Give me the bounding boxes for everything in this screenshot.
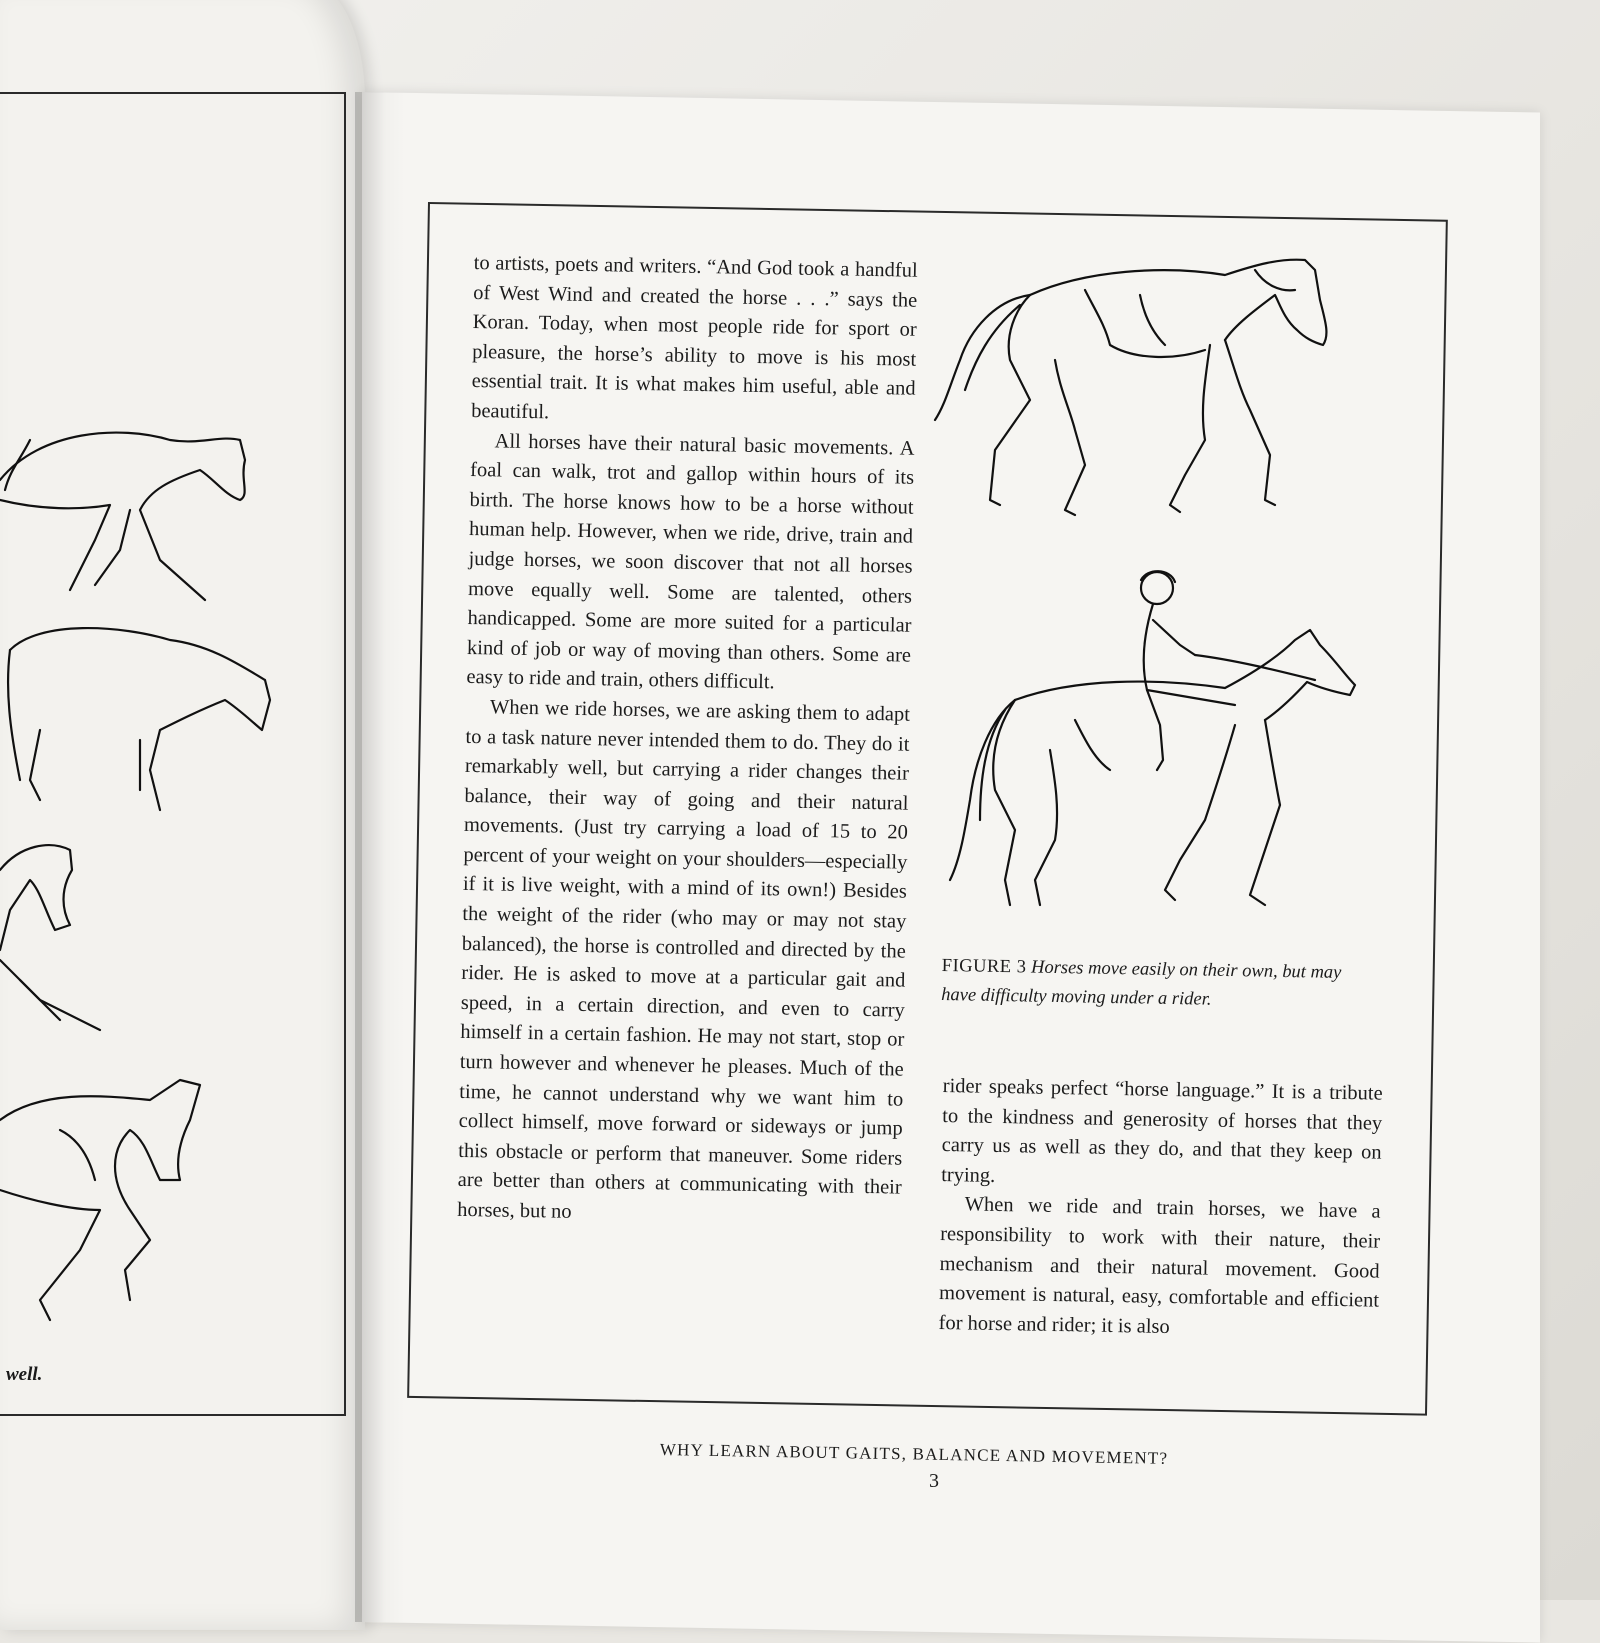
horse-with-rider-illustration bbox=[935, 560, 1385, 930]
text-column-right bbox=[938, 1072, 1383, 1346]
horse-illustration bbox=[935, 250, 1365, 530]
figure-caption-text: Horses move easily on their own, but may have difficulty moving under a rider. bbox=[941, 957, 1342, 1010]
page-number: 3 bbox=[929, 1470, 939, 1492]
figure-caption bbox=[941, 952, 1372, 1017]
paragraph: to artists, poets and writers. “And God took a handful of West Wind and created the horse . . .” says the Koran. Today, when most people ride for sport or pleasure, the horse’s ability to move is his most essential trait. It is what makes him useful, able and beautiful. bbox=[470, 251, 918, 424]
paragraph: When we ride horses, we are asking them to adapt to a task nature never intended them to do. They do it remarkably well, but carrying a rider changes their balance, their way of going and their natural movements. (Just try carrying a load of 15 to 20 percent of your weight on your shoulders—especially if it is live weight, with a mind of its own!) Besides the weight of the rider (who may or may not stay balanced), the horse is controlled and directed by the rider. He is asked to move at a particular gait and speed, in a certain direction, and even to carry himself in a certain fashion. He may not start, stop or turn however and whenever he pleases. Much of the time, he cannot understand why we want him to collect himself, move forward or sideways or jump this obstacle or perform that maneuver. Some riders are better than others at communicating with their horses, but no bbox=[457, 696, 911, 1223]
left-horse-sketch-2 bbox=[0, 610, 290, 810]
paragraph: When we ride and train horses, we have a responsibility to work with their nature, their mechanism and their natural movement. Good movement is natural, easy, comfortable and efficient for horse and rider; it is also bbox=[938, 1193, 1381, 1338]
page-gutter-shadow bbox=[355, 92, 405, 1622]
left-page bbox=[0, 0, 365, 1630]
left-horse-sketch-4 bbox=[0, 1070, 210, 1320]
paragraph: All horses have their natural basic movements. A foal can walk, trot and gallop within hours of its birth. The horse knows how to be a horse without human help. However, when we ride, drive, train and judge horses, we soon discover that not all horses move equally well. Some are talented, others handicapped. Some are more suited for a particular kind of job or way of moving than others. Some are easy to ride and train, others difficult. bbox=[466, 429, 915, 694]
figure-label: FIGURE 3 bbox=[941, 955, 1027, 978]
left-horse-sketch-3 bbox=[0, 830, 110, 1040]
left-caption-fragment: well. bbox=[6, 1364, 43, 1385]
text-column-left bbox=[457, 249, 918, 1233]
paragraph: rider speaks perfect “horse language.” It is a tribute to the kindness and generosity of horses that they carry us as well as they do, and that they keep on trying. bbox=[941, 1074, 1383, 1187]
running-head: WHY LEARN ABOUT GAITS, BALANCE AND MOVEMENT? bbox=[659, 1440, 1169, 1468]
left-horse-sketch-1 bbox=[0, 410, 260, 610]
